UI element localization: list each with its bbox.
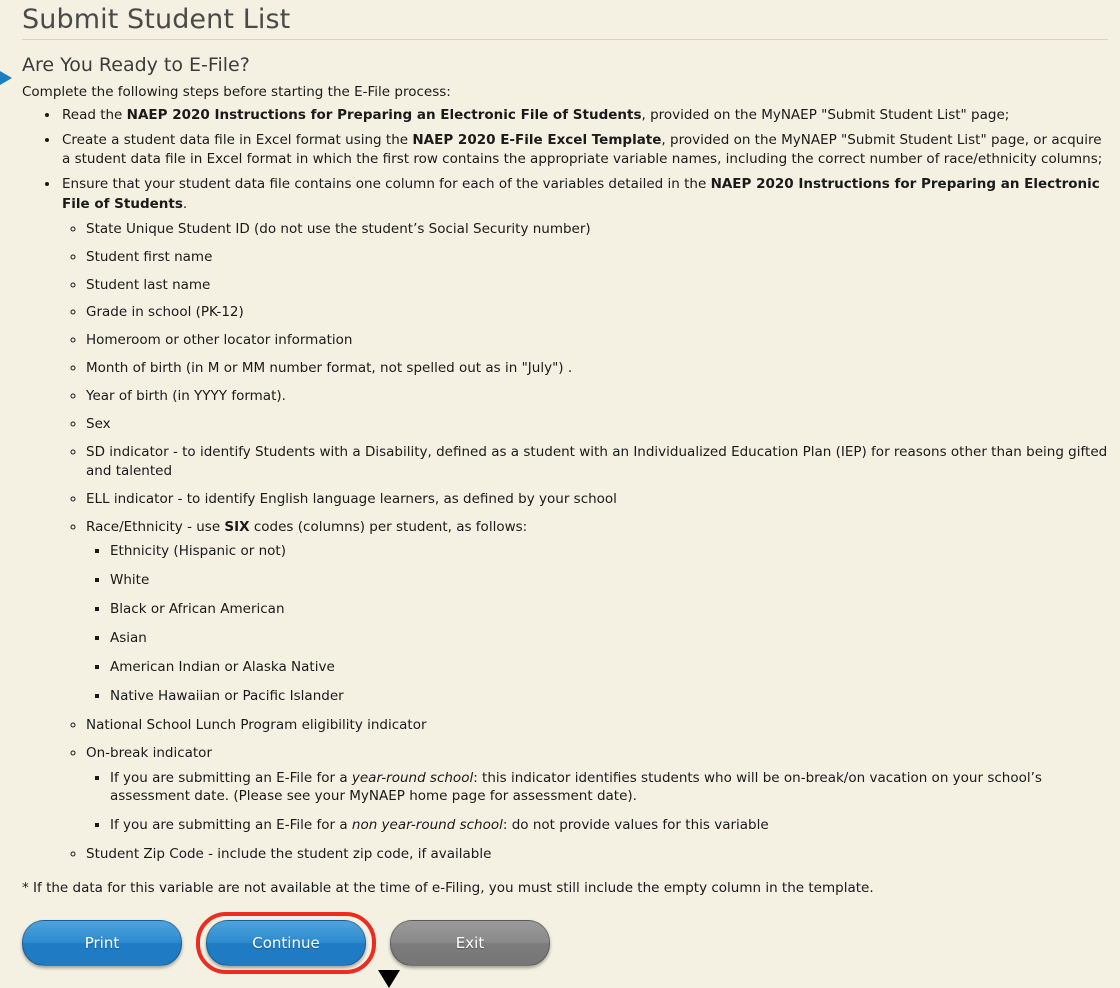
variable-item: ◦ Homeroom or other locator information [86, 331, 1108, 350]
step-text-prefix: Ensure that your student data file contains one column for each of the variables detailed in the [62, 176, 711, 193]
variable-item: ◦ Sex [86, 415, 1108, 434]
section-pointer-icon [0, 71, 12, 85]
variable-item: ◦ ELL indicator - to identify English language learners, as defined by your school [86, 490, 1108, 509]
variable-item: ◦ SD indicator - to identify Students with a Disability, defined as a student with an Individualized Education Plan (IEP) for reasons other than being gifted and talented [86, 443, 1108, 481]
on-break-detail-item [110, 769, 1108, 807]
on-break-label: On-break indicator [86, 744, 212, 761]
race-lead-prefix: Race/Ethnicity - use [86, 518, 225, 535]
step-text-bold: NAEP 2020 Instructions for Preparing an Electronic File of Students [126, 107, 642, 123]
step-text-bold: NAEP 2020 E-File Excel Template [412, 132, 662, 149]
step-item [60, 131, 1108, 169]
variable-item: ◦ State Unique Student ID (do not use the student’s Social Security number) [86, 220, 1108, 239]
footnote-text: * If the data for this variable are not available at the time of e-Filing, you must still include the empty column in the template. [22, 880, 874, 897]
on-break-italic: year-round school [351, 769, 474, 786]
race-lead-suffix: codes (columns) per student, as follows: [249, 518, 528, 535]
variable-item: ◦ Student last name [86, 276, 1108, 295]
variable-item: ◦ Month of birth (in M or MM number format, not spelled out as in "July") . [86, 359, 1108, 378]
on-break-prefix: If you are submitting an E-File for a [110, 817, 352, 834]
intro-text: Complete the following steps before starting the E-File process: [22, 84, 451, 100]
variables-list [62, 220, 1108, 864]
step-item [60, 106, 1108, 125]
on-break-suffix: : do not provide values for this variable [502, 817, 769, 834]
on-break-suffix: : this indicator identifies students who will be on-break/on vacation on your school’s assessment date. (Please see your MyNAEP home page for assessment date). [110, 769, 1042, 805]
steps-list [22, 106, 1108, 864]
variable-item: ◦ Student first name [86, 248, 1108, 267]
race-lead-bold: SIX [224, 518, 250, 535]
button-bar [22, 912, 1108, 974]
on-break-indicator-item [86, 744, 1108, 836]
variable-item: ◦ Grade in school (PK-12) [86, 303, 1108, 322]
step-text-suffix: , provided on the MyNAEP "Submit Student List" page; [641, 107, 1010, 123]
step-text-prefix: Read the [62, 107, 127, 123]
race-code-item: ▪ Asian [110, 629, 1108, 648]
section-heading: Are You Ready to E-File? [22, 54, 250, 76]
title-divider [22, 39, 1108, 40]
step-text-prefix: Create a student data file in Excel format using the [62, 132, 413, 149]
race-codes-list [86, 542, 1108, 705]
race-code-item: ▪ White [110, 571, 1108, 590]
page-title: Submit Student List [22, 4, 291, 35]
on-break-italic: non year-round school [351, 817, 503, 834]
step-text-suffix: . [182, 195, 188, 212]
continue-button[interactable]: Continue [206, 920, 366, 966]
race-ethnicity-item [86, 518, 1108, 706]
print-button[interactable]: Print [22, 920, 182, 966]
race-code-item: ▪ American Indian or Alaska Native [110, 658, 1108, 677]
race-code-item: ▪ Ethnicity (Hispanic or not) [110, 542, 1108, 561]
step-text-bold: NAEP 2020 Instructions for Preparing an Electronic File of Students [62, 176, 1100, 212]
variable-item: ◦ Year of birth (in YYYY format). [86, 387, 1108, 406]
on-break-prefix: If you are submitting an E-File for a [110, 769, 352, 786]
exit-button[interactable]: Exit [390, 920, 550, 966]
on-break-details-list [86, 769, 1108, 836]
continue-button-highlight-wrapper [196, 912, 376, 974]
race-code-item: ▪ Black or African American [110, 600, 1108, 619]
race-code-item: ▪ Native Hawaiian or Pacific Islander [110, 687, 1108, 706]
step-text-suffix: , provided on the MyNAEP "Submit Student List" page, or acquire a student data file in Excel format in which the first row contains the appropriate variable names, including the correct number of race/ethnicity columns; [62, 132, 1103, 168]
on-break-detail-item [110, 816, 1108, 835]
mouse-cursor-icon [378, 970, 400, 988]
variable-item: ◦ National School Lunch Program eligibility indicator [86, 716, 1108, 735]
step-item [60, 175, 1108, 864]
variable-item: ◦ Student Zip Code - include the student zip code, if available [86, 845, 1108, 864]
